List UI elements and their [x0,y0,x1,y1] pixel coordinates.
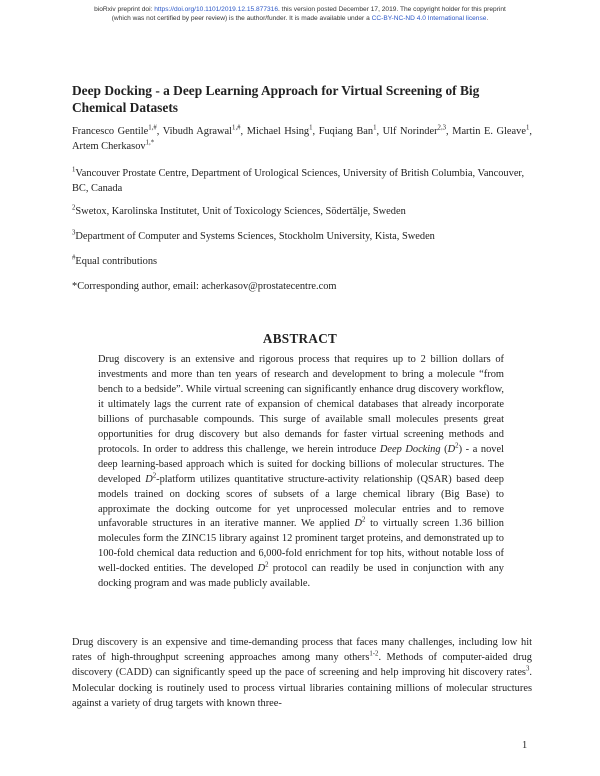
author: Francesco Gentile [72,126,149,137]
affiliation-2: $^2$Swetox, Karolinska Institutet, Unit of Toxicology Sciences, Södertälje, Sweden [72,204,406,217]
doi-link[interactable]: https://doi.org/10.1101/2019.12.15.877316 [154,6,279,13]
author-mark: 1 [309,124,313,132]
page-number: 1 [522,740,528,751]
author: Michael Hsing [246,126,310,137]
citation: 1-2 [369,650,379,658]
author-mark: 1,# [148,124,157,132]
author: Fuqiang Ban [318,126,374,137]
author: Ulf Norinder [382,126,438,137]
header-line-2: (which was not certified by peer review) is the author/funder. It is made available under a CC-BY-NC-ND 4.0 International license. [111,15,489,22]
equal-contributions-note: #Equal contributions [72,254,158,267]
author-mark: 1,* [145,139,155,147]
author: Artem Cherkasov [72,141,146,152]
author-mark: 1 [373,124,377,132]
affiliation-1: $^1$Vancouver Prostate Centre, Department of Urological Sciences, University of British Columbia, Vancouver, BC, Canada [72,166,525,194]
header-line-1: bioRxiv preprint doi: https://doi.org/10.1101/2019.12.15.877316. this version posted December 17, 2019. The copyright holder for this preprint [94,6,506,13]
abstract-text: Drug discovery is an extensive and rigorous process that requires up to 2 billion dollars of investments and more than ten years of research and development to bring a molecule “from bench to a bedside”. While virtual screening can significantly enhance drug discovery workflow, it ultimately lags the current rate of expansion of chemical databases that already incorporate billions of purchasable compounds. This surge of available small molecules presents great opportunities for drug discovery but also demands for faster virtual screening methods and protocols. In order to address this challenge, we herein introduce Deep Docking $(D^2)$ - a novel deep learning-based approach which is suited for docking billions of molecular structures. The developed $D^2$-platform utilizes quantitative structure-activity relationship (QSAR) based deep models trained on docking scores of subsets of a large chemical library (Big Base) to approximate the docking outcome for yet unprocessed molecular entries and to remove unfavorable structures in an iterative manner. We applied $D^2$ to virtually screen 1.36 billion molecules form the ZINC15 library against 12 prominent target proteins, and demonstrated up to 100-fold chemical data reduction and 6,000-fold enrichment for top hits, without notable loss of well-docked entities. The developed $D^2$ protocol can readily be used in conjunction with any docking program and was made publicly available. [98,354,504,590]
preprint-header [0,5,600,23]
author-list: Francesco Gentile$^{1,\#}$, Vibudh Agrawal$^{1,\#}$, Michael Hsing$^1$, Fuqiang Ban$^1$, Ulf Norinder$^{2,3}$, Martin E. Gleave$^1$, Artem Cherkasov$^{1,*}$ [72,124,532,152]
author-mark: 2,3 [437,124,447,132]
body-paragraph: Drug discovery is an expensive and time-demanding process that faces many challenges, including low hit rates of high-throughput screening approaches among many others$^{1-2}$. Methods of computer-aided drug discovery (CADD) can significantly speed up the pace of screening and help improving hit discovery rates$^3$. Molecular docking is routinely used to process virtual libraries containing millions of molecular structures against a variety of drug targets with known three- [72,637,532,709]
paper-title: Deep Docking - a Deep Learning Approach for Virtual Screening of Big Chemical Datasets [72,83,480,115]
method-name: Deep Docking [379,443,441,455]
license-link[interactable]: CC-BY-NC-ND 4.0 International license [371,15,487,22]
author-mark: 1 [525,124,530,132]
author: Martin E. Gleave [452,126,526,137]
author-mark: 1,# [232,124,241,132]
citation: 3 [525,665,530,673]
abstract-heading: ABSTRACT [262,331,338,346]
corresponding-author-note: *Corresponding author, email: acherkasov@prostatecentre.com [72,281,337,292]
affiliation-3: $^3$Department of Computer and Systems Sciences, Stockholm University, Kista, Sweden [72,229,435,242]
author: Vibudh Agrawal [162,126,233,137]
